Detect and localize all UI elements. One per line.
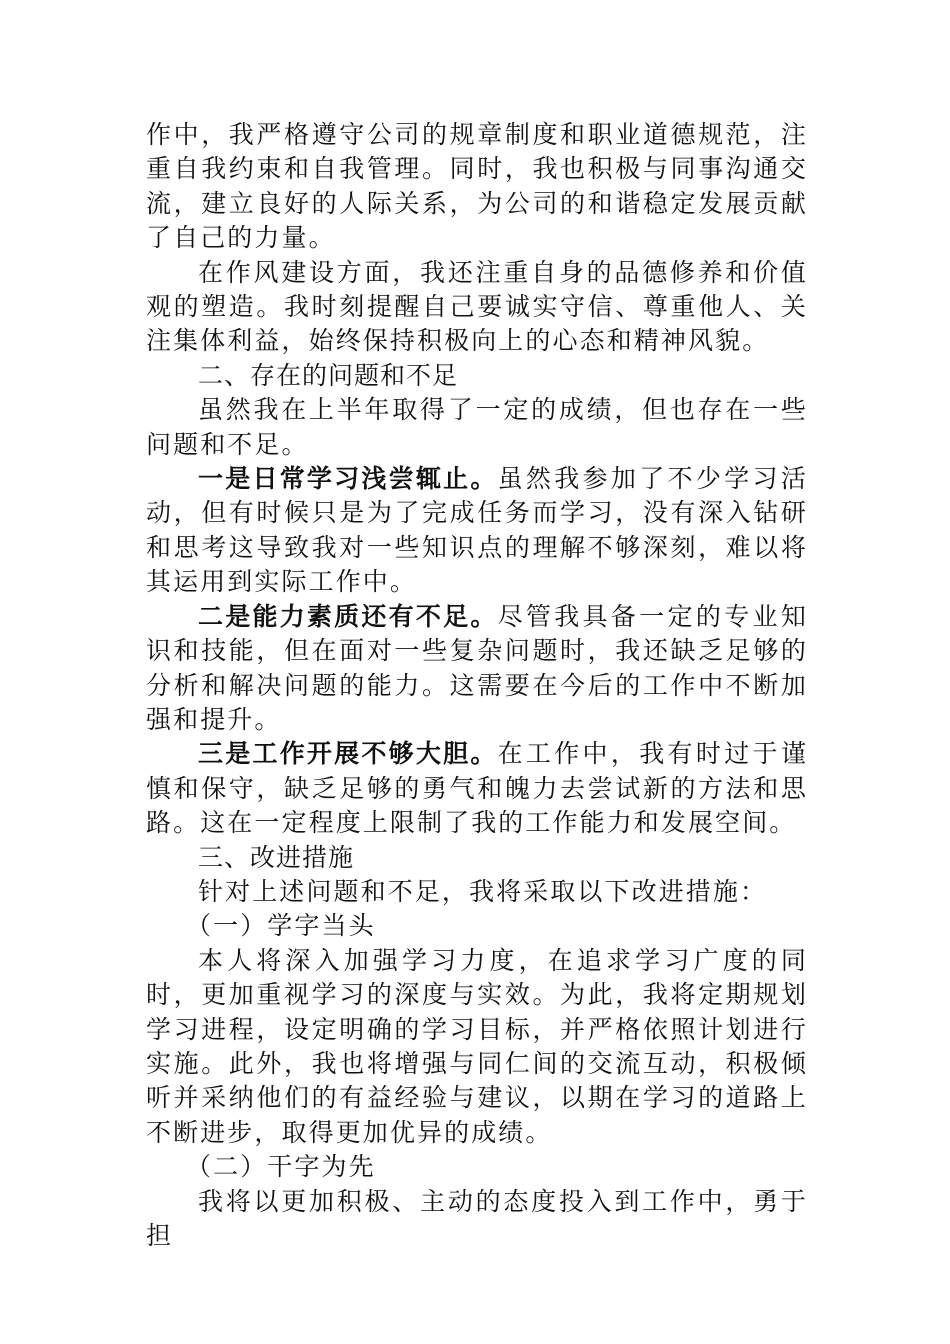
paragraph-4	[146, 462, 808, 600]
paragraph-6	[146, 737, 808, 840]
paragraph-4-lead: 一是日常学习浅尝辄止。	[198, 464, 498, 494]
paragraph-6-body: 在工作中，我有时过于谨慎和保守，缺乏足够的勇气和魄力去尝试新的方法和思路。这在一定程度上限制了我的工作能力和发展空间。	[146, 739, 808, 838]
sub-heading-2: （二）干字为先	[186, 1152, 376, 1182]
paragraph-9: 我将以更加积极、主动的态度投入到工作中，勇于担	[146, 1186, 808, 1250]
section-heading-3: 三、改进措施	[198, 842, 355, 872]
document-page	[146, 118, 808, 1253]
paragraph-6-lead: 三是工作开展不够大胆。	[198, 739, 498, 769]
paragraph-7: 针对上述问题和不足，我将采取以下改进措施：	[198, 876, 768, 906]
paragraph-1: 作中，我严格遵守公司的规章制度和职业道德规范，注重自我约束和自我管理。同时，我也积极与同事沟通交流，建立良好的人际关系，为公司的和谐稳定发展贡献了自己的力量。	[146, 120, 808, 253]
paragraph-5-body: 尽管我具备一定的专业知识和技能，但在面对一些复杂问题时，我还缺乏足够的分析和解决问题的能力。这需要在今后的工作中不断加强和提升。	[146, 601, 808, 734]
paragraph-8: 本人将深入加强学习力度，在追求学习广度的同时，更加重视学习的深度与实效。为此，我将定期规划学习进程，设定明确的学习目标，并严格依照计划进行实施。此外，我也将增强与同仁间的交流互动，积极倾听并采纳他们的有益经验与建议，以期在学习的道路上不断进步，取得更加优异的成绩。	[146, 945, 808, 1147]
paragraph-2: 在作风建设方面，我还注重自身的品德修养和价值观的塑造。我时刻提醒自己要诚实守信、尊重他人、关注集体利益，始终保持积极向上的心态和精神风貌。	[146, 257, 808, 356]
paragraph-5-lead: 二是能力素质还有不足。	[198, 601, 498, 631]
section-heading-2: 二、存在的问题和不足	[198, 360, 459, 390]
paragraph-5	[146, 600, 808, 738]
paragraph-3: 虽然我在上半年取得了一定的成绩，但也存在一些问题和不足。	[146, 395, 808, 459]
paragraph-4-body: 虽然我参加了不少学习活动，但有时候只是为了完成任务而学习，没有深入钻研和思考这导致我对一些知识点的理解不够深刻，难以将其运用到实际工作中。	[146, 464, 808, 597]
sub-heading-1: （一）学字当头	[186, 911, 376, 941]
